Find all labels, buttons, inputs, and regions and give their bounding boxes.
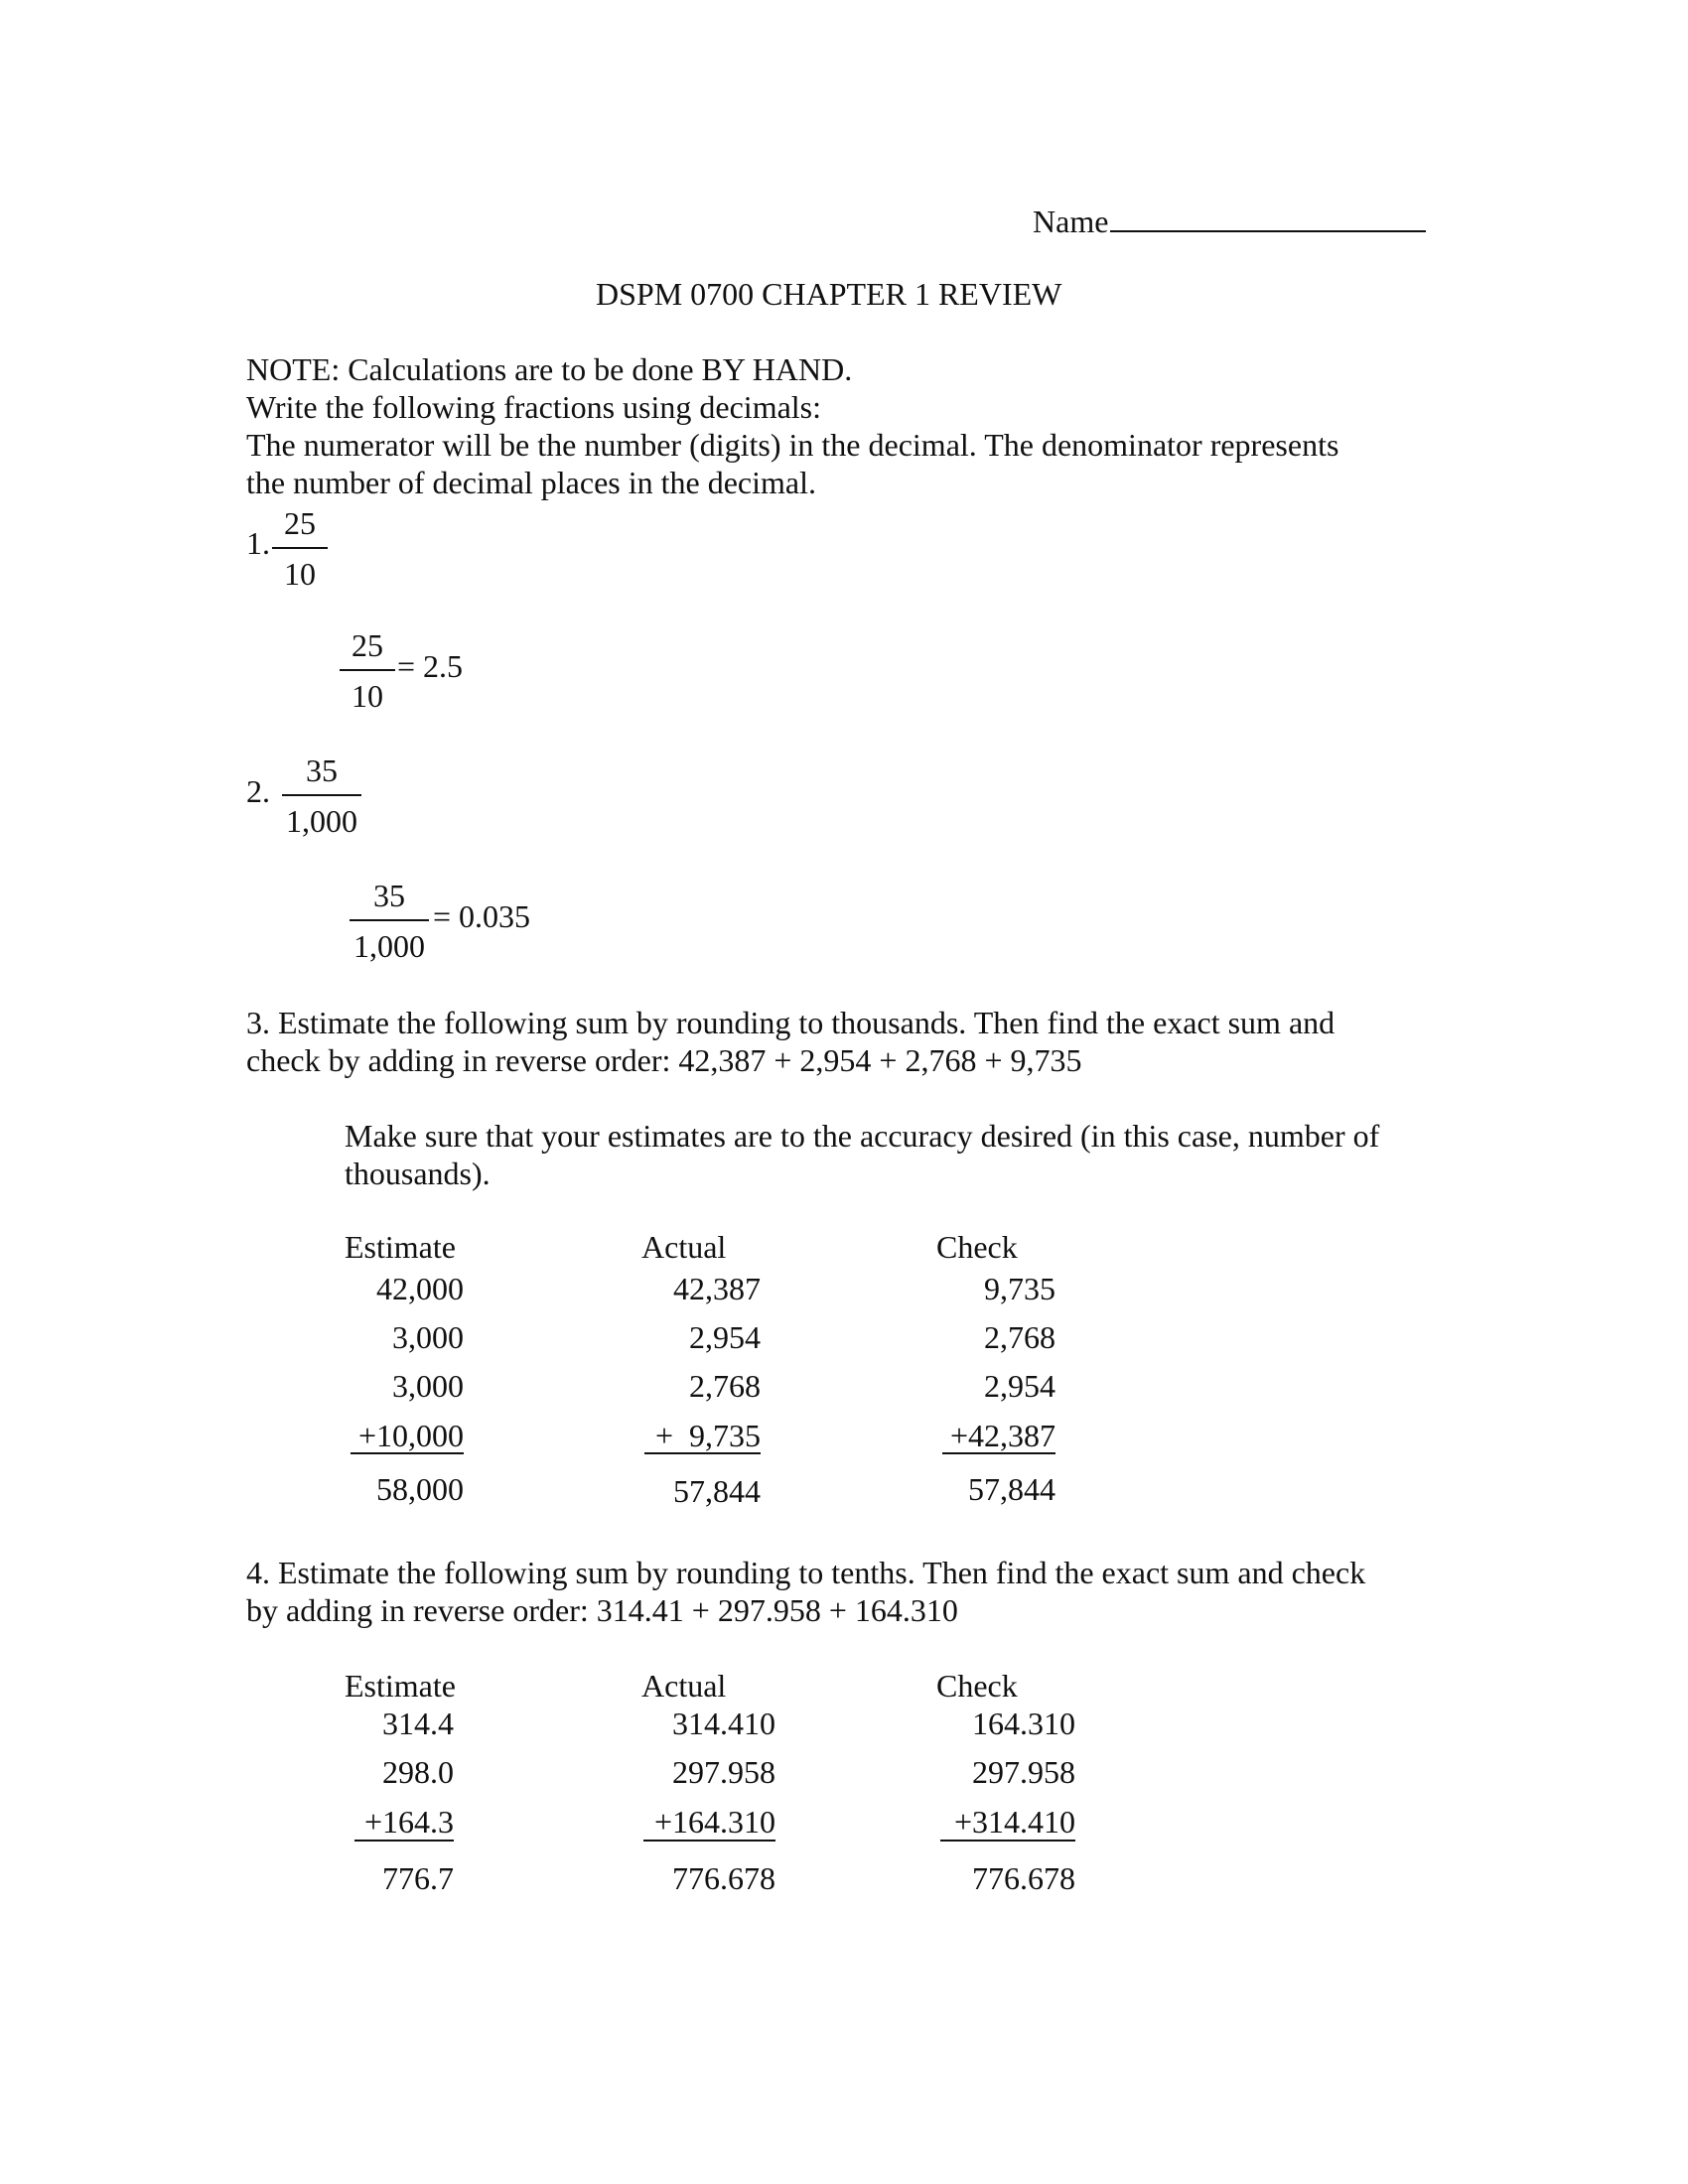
q3-estimate-value: 42,000 xyxy=(376,1271,464,1306)
q4-check-value: 297.958 xyxy=(972,1754,1075,1790)
q1-fraction xyxy=(272,507,328,590)
q1-answer: = 2.5 xyxy=(397,648,464,684)
q1-answer-denominator: 10 xyxy=(352,678,383,714)
q4-line-1: 4. Estimate the following sum by rounding to tenths. Then find the exact sum and check xyxy=(246,1555,1366,1590)
q4-estimate-column xyxy=(345,1668,454,1906)
q4-check-column xyxy=(936,1668,1075,1906)
q2-fraction xyxy=(282,754,361,837)
q4-check-value: +314.410 xyxy=(953,1804,1075,1840)
q4-check-sum-rule xyxy=(940,1840,1075,1842)
q3-note-line-1: Make sure that your estimates are to the accuracy desired (in this case, number of xyxy=(345,1118,1380,1154)
name-field xyxy=(1033,201,1426,237)
q4-actual-heading: Actual xyxy=(641,1668,727,1704)
q3-estimate-heading: Estimate xyxy=(345,1229,456,1265)
page-title: DSPM 0700 CHAPTER 1 REVIEW xyxy=(596,276,1062,312)
q1-answer-fraction-bar xyxy=(340,669,395,671)
q4-estimate-heading: Estimate xyxy=(345,1668,456,1704)
q4-actual-sum-rule xyxy=(643,1840,775,1842)
name-label: Name xyxy=(1033,204,1109,239)
intro-line-4: the number of decimal places in the decimal. xyxy=(246,465,816,500)
q3-actual-heading: Actual xyxy=(641,1229,727,1265)
q4-actual-total: 776.678 xyxy=(672,1860,775,1896)
q4-estimate-sum-rule xyxy=(354,1840,454,1842)
q3-line-1: 3. Estimate the following sum by rounding to thousands. Then find the exact sum and xyxy=(246,1005,1336,1040)
q2-denominator: 1,000 xyxy=(286,803,357,839)
q2-answer-denominator: 1,000 xyxy=(353,928,425,964)
q4-estimate-value: +164.3 xyxy=(363,1804,454,1840)
q3-check-value: 9,735 xyxy=(984,1271,1055,1306)
q4-estimate-total: 776.7 xyxy=(382,1860,454,1896)
q3-estimate-column xyxy=(345,1229,464,1507)
q1-numerator: 25 xyxy=(284,505,316,541)
name-blank-line[interactable] xyxy=(1110,201,1426,232)
q3-check-heading: Check xyxy=(936,1229,1018,1265)
q2-answer-fraction xyxy=(350,880,429,962)
q3-estimate-sum-rule xyxy=(351,1452,464,1454)
q3-actual-value: + 9,735 xyxy=(654,1418,761,1453)
q2-fraction-bar xyxy=(282,794,361,796)
q4-check-total: 776.678 xyxy=(972,1860,1075,1896)
q4-actual-value: +164.310 xyxy=(653,1804,775,1840)
q2-answer-numerator: 35 xyxy=(373,878,405,913)
q3-estimate-value: +10,000 xyxy=(357,1418,464,1453)
intro-note: NOTE: Calculations are to be done BY HAND. xyxy=(246,351,853,387)
q3-estimate-total: 58,000 xyxy=(376,1471,464,1507)
q2-numerator: 35 xyxy=(306,752,338,788)
q3-actual-value: 2,954 xyxy=(689,1319,761,1355)
q3-estimate-value: 3,000 xyxy=(392,1368,464,1404)
q3-line-2: check by adding in reverse order: 42,387 + 2,954 + 2,768 + 9,735 xyxy=(246,1042,1082,1078)
q4-estimate-value: 298.0 xyxy=(382,1754,454,1790)
q1-answer-fraction xyxy=(340,629,395,712)
q2-answer: = 0.035 xyxy=(433,898,531,934)
q1-fraction-bar xyxy=(272,547,328,549)
q4-estimate-value: 314.4 xyxy=(382,1706,454,1741)
q3-actual-value: 42,387 xyxy=(673,1271,761,1306)
q3-actual-sum-rule xyxy=(644,1452,761,1454)
q2-answer-fraction-bar xyxy=(350,919,429,921)
q4-actual-value: 297.958 xyxy=(672,1754,775,1790)
q3-estimate-value: 3,000 xyxy=(392,1319,464,1355)
q4-line-2: by adding in reverse order: 314.41 + 297.958 + 164.310 xyxy=(246,1592,958,1628)
q3-check-column xyxy=(936,1229,1055,1507)
intro-line-2: Write the following fractions using decimals: xyxy=(246,389,822,425)
q3-check-value: 2,954 xyxy=(984,1368,1055,1404)
q4-actual-value: 314.410 xyxy=(672,1706,775,1741)
q3-actual-column xyxy=(641,1229,761,1507)
q3-check-value: +42,387 xyxy=(949,1418,1055,1453)
q4-check-heading: Check xyxy=(936,1668,1018,1704)
q1-number: 1. xyxy=(246,525,270,561)
q3-check-sum-rule xyxy=(942,1452,1055,1454)
q1-denominator: 10 xyxy=(284,556,316,592)
intro-line-3: The numerator will be the number (digits) in the decimal. The denominator represents xyxy=(246,427,1339,463)
q3-note-line-2: thousands). xyxy=(345,1156,491,1191)
q4-actual-column xyxy=(641,1668,775,1906)
q3-check-value: 2,768 xyxy=(984,1319,1055,1355)
q2-number: 2. xyxy=(246,773,270,809)
q3-actual-total: 57,844 xyxy=(673,1473,761,1509)
q3-check-total: 57,844 xyxy=(968,1471,1055,1507)
q3-actual-value: 2,768 xyxy=(689,1368,761,1404)
q4-check-value: 164.310 xyxy=(972,1706,1075,1741)
q1-answer-numerator: 25 xyxy=(352,627,383,663)
